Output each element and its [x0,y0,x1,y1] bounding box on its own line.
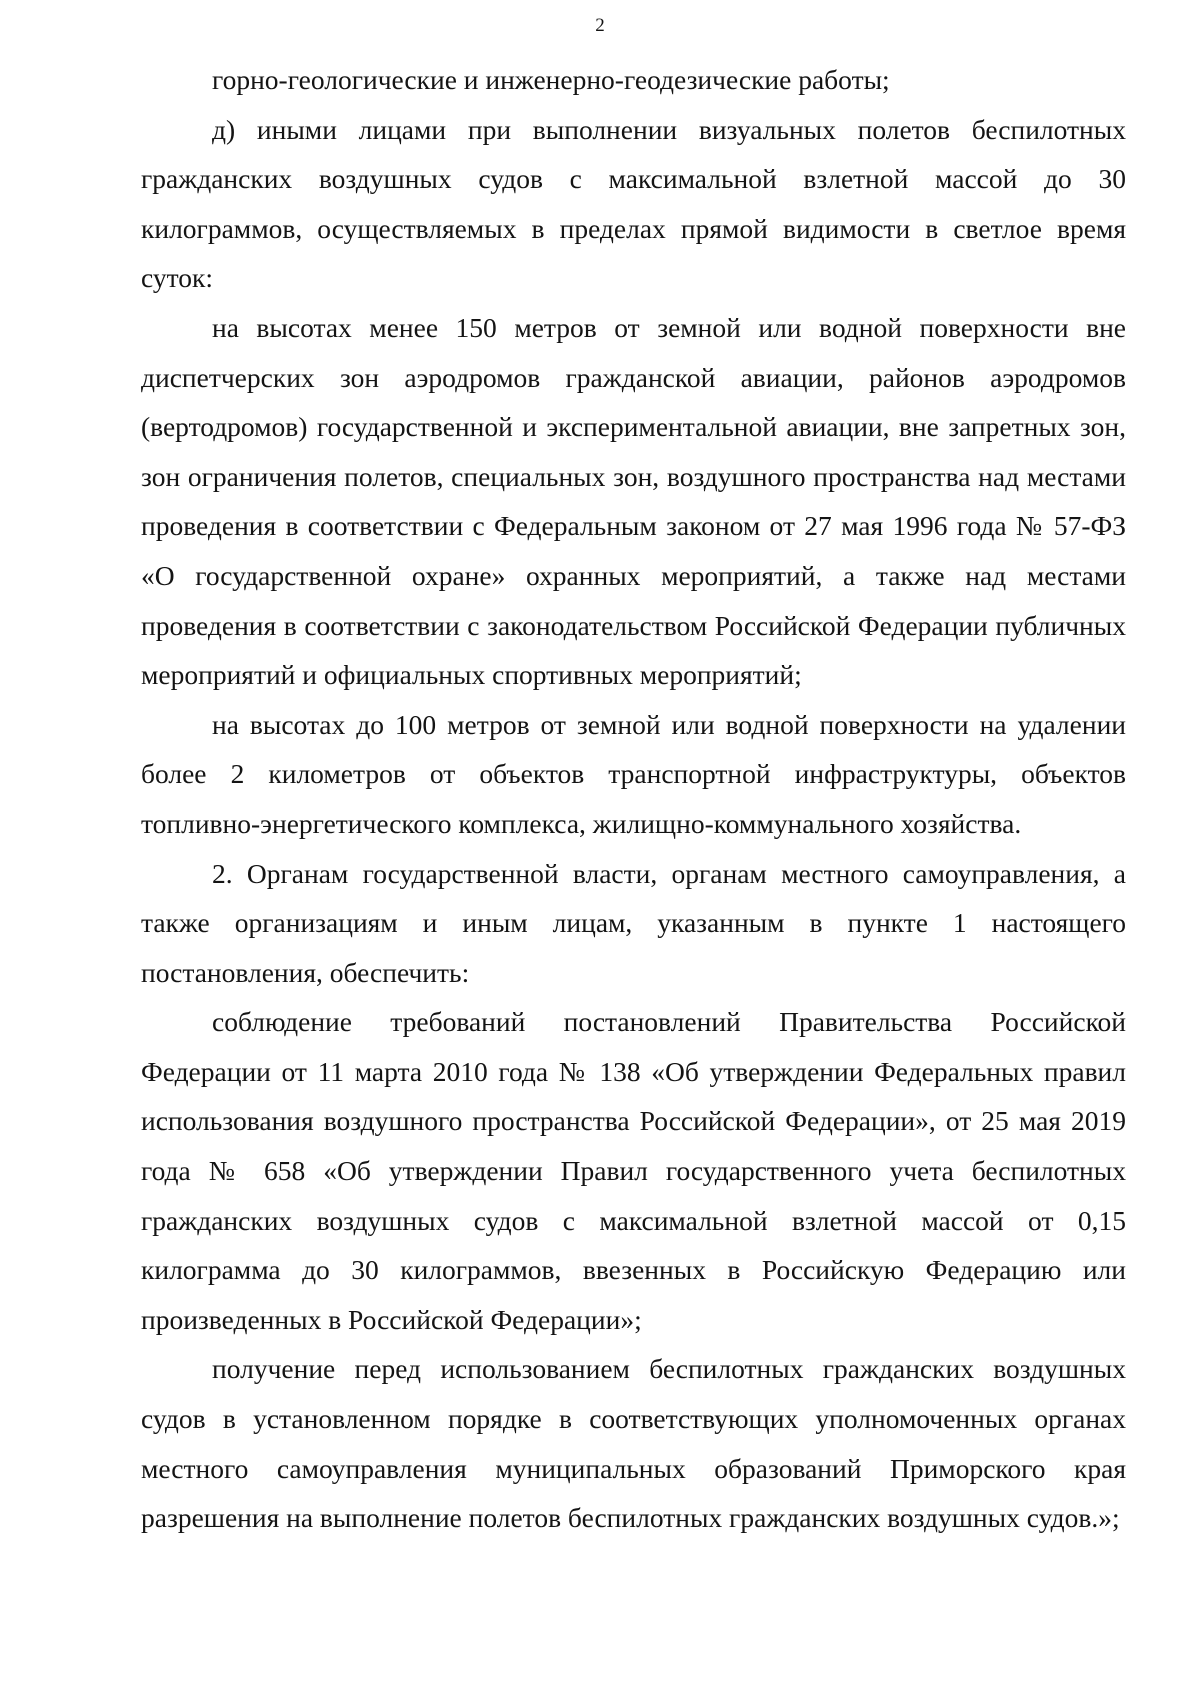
paragraph-subpoint-d: д) иными лицами при выполнении визуальных полетов беспилотных гражданских воздушных судов с максимальной взлетной массой до 30 килограммов, осуществляемых в пределах прямой видимости в светлое время суток: [141,113,1126,294]
paragraph-point-2: 2. Органам государственной власти, органам местного самоуправления, а также организациям и иным лицам, указанным в пункте 1 настоящего постановления, обеспечить: [141,857,1126,988]
page-number: 2 [595,15,605,36]
document-body [141,55,1126,1543]
paragraph-permission: получение перед использованием беспилотных гражданских воздушных судов в установленном порядке в соответствующих уполномоченных органах местного самоуправления муниципальных образований Приморского края разрешения на выполнение полетов беспилотных гражданских воздушных судов.»; [141,1353,1126,1534]
paragraph-heights-100: на высотах до 100 метров от земной или водной поверхности на удалении более 2 километров от объектов транспортной инфраструктуры, объектов топливно-энергетического комплекса, жилищно-коммунального хозяйства. [141,708,1126,839]
paragraph-requirements: соблюдение требований постановлений Правительства Российской Федерации от 11 марта 2010 года № 138 «Об утверждении Федеральных правил использования воздушного пространства Российской Федерации», от 25 мая 2019 года № 658 «Об утверждении Правил государственного учета беспилотных гражданских воздушных судов с максимальной взлетной массой от 0,15 килограмма до 30 килограммов, ввезенных в Российскую Федерацию или произведенных в Российской Федерации»; [141,1006,1126,1335]
paragraph-continuation: горно-геологические и инженерно-геодезические работы; [212,64,890,95]
paragraph-heights-150: на высотах менее 150 метров от земной или водной поверхности вне диспетчерских зон аэродромов гражданской авиации, районов аэродромов (вертодромов) государственной и экспериментальной авиации, вне запретных зон, зон ограничения полетов, специальных зон, воздушного пространства над местами проведения в соответствии с Федеральным законом от 27 мая 1996 года № 57-ФЗ «О государственной охране» охранных мероприятий, а также над местами проведения в соответствии с законодательством Российской Федерации публичных мероприятий и официальных спортивных мероприятий; [141,311,1126,691]
